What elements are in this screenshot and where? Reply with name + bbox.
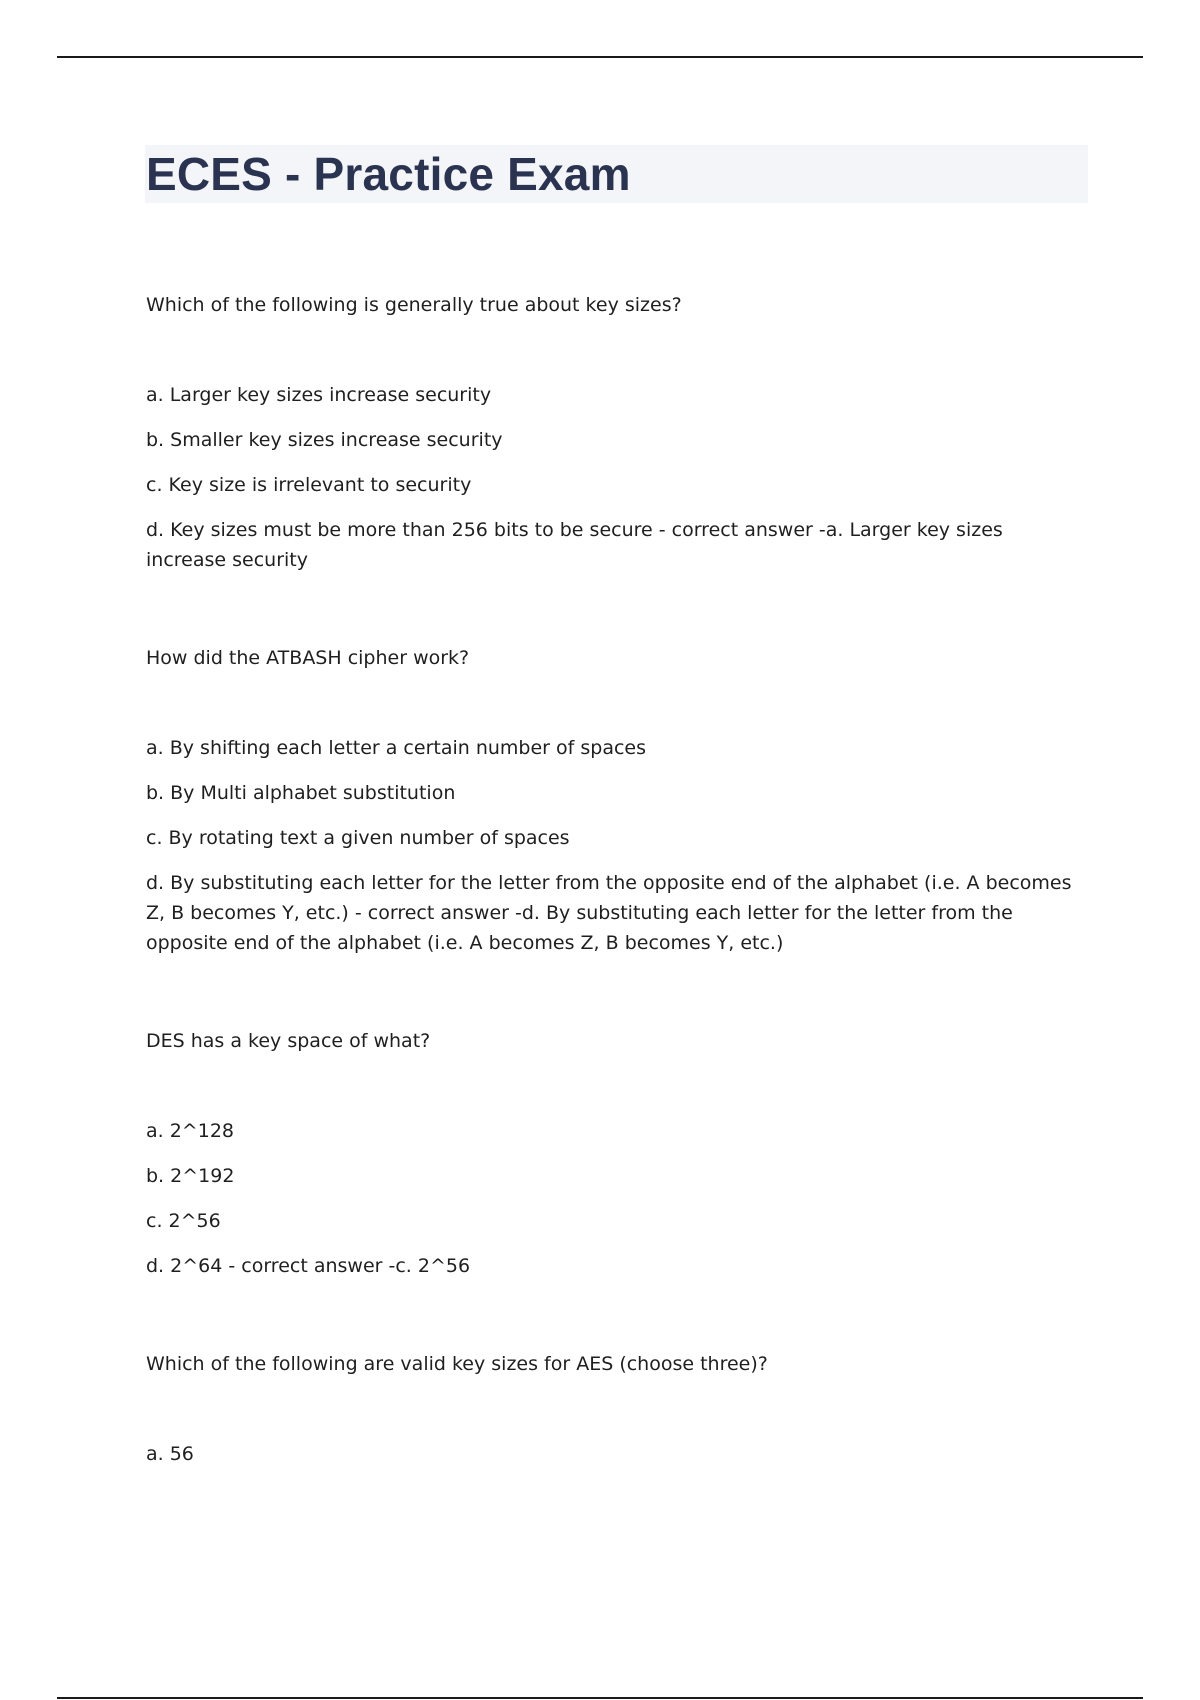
answer-option-b: b. 2^192 xyxy=(146,1165,235,1187)
answer-option-d: d. By substituting each letter for the letter from the opposite end of the alphabet (i.e. A becomes Z, B becomes Y, etc.) - correct answer -d. By substituting each letter for the letter from the opposite end of the alphabet (i.e. A becomes Z, B becomes Y, etc.) xyxy=(146,872,1072,954)
top-divider xyxy=(57,56,1143,58)
answer-option-c: c. Key size is irrelevant to security xyxy=(146,474,472,496)
answer-option-c: c. 2^56 xyxy=(146,1210,221,1232)
answer-options xyxy=(146,380,1076,575)
answer-options xyxy=(146,733,1076,958)
answer-option-a: a. 2^128 xyxy=(146,1120,234,1142)
question-text: Which of the following are valid key sizes for AES (choose three)? xyxy=(146,1353,768,1375)
answer-option-d: d. Key sizes must be more than 256 bits to be secure - correct answer -a. Larger key sizes increase security xyxy=(146,519,1003,571)
answer-option-a: a. By shifting each letter a certain number of spaces xyxy=(146,737,647,759)
answer-option-a: a. 56 xyxy=(146,1443,194,1465)
question-block-3 xyxy=(146,1026,1076,1281)
question-list xyxy=(146,290,1076,1537)
answer-options xyxy=(146,1116,1076,1281)
bottom-divider xyxy=(57,1697,1143,1699)
answer-option-b: b. Smaller key sizes increase security xyxy=(146,429,503,451)
page-title: ECES - Practice Exam xyxy=(146,148,631,200)
question-block-4 xyxy=(146,1349,1076,1469)
answer-option-c: c. By rotating text a given number of spaces xyxy=(146,827,570,849)
question-text: Which of the following is generally true about key sizes? xyxy=(146,294,682,316)
question-block-1 xyxy=(146,290,1076,575)
answer-option-d: d. 2^64 - correct answer -c. 2^56 xyxy=(146,1255,471,1277)
answer-options xyxy=(146,1439,1076,1469)
question-block-2 xyxy=(146,643,1076,958)
question-text: DES has a key space of what? xyxy=(146,1030,431,1052)
question-text: How did the ATBASH cipher work? xyxy=(146,647,470,669)
answer-option-a: a. Larger key sizes increase security xyxy=(146,384,492,406)
answer-option-b: b. By Multi alphabet substitution xyxy=(146,782,456,804)
